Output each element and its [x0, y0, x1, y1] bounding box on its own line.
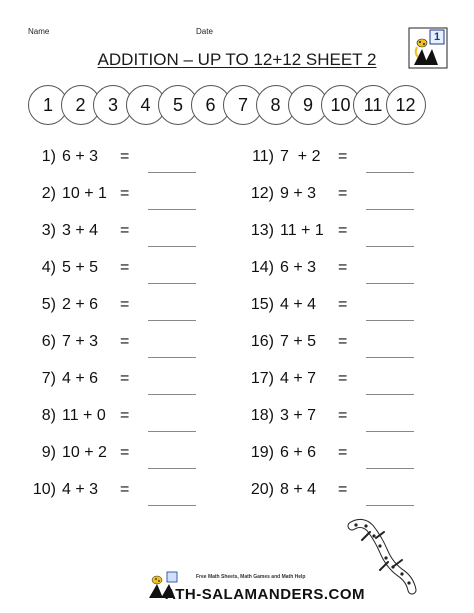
- problem-expression: 11 + 0: [62, 407, 106, 424]
- equals-sign: =: [338, 185, 348, 202]
- equals-sign: =: [120, 296, 130, 313]
- problem-row: [240, 296, 440, 333]
- problem-expression: 4 + 4: [280, 296, 317, 313]
- footer-brand: ATH-SALAMANDERS.COM: [165, 586, 366, 603]
- problem-number: 6): [41, 333, 56, 350]
- number-circle: 6: [191, 85, 231, 125]
- salamander-illustration: [344, 516, 418, 596]
- answer-line[interactable]: [366, 320, 414, 321]
- problem-row: [22, 407, 222, 444]
- number-circle: 10: [321, 85, 361, 125]
- equals-sign: =: [338, 259, 348, 276]
- number-circle: 11: [353, 85, 393, 125]
- problem-row: [22, 222, 222, 259]
- problem-expression: 7 + 2: [280, 148, 321, 165]
- number-circle: 5: [158, 85, 198, 125]
- problem-expression: 11 + 1: [280, 222, 324, 239]
- equals-sign: =: [120, 481, 130, 498]
- badge-number: 1: [433, 31, 441, 43]
- equals-sign: =: [120, 148, 130, 165]
- answer-line[interactable]: [148, 431, 196, 432]
- problem-row: [22, 333, 222, 370]
- equals-sign: =: [120, 185, 130, 202]
- problem-expression: 5 + 5: [62, 259, 99, 276]
- problem-expression: 9 + 3: [280, 185, 317, 202]
- problem-number: 3): [41, 222, 56, 239]
- equals-sign: =: [120, 222, 130, 239]
- problem-number: 8): [41, 407, 56, 424]
- problem-row: [240, 333, 440, 370]
- answer-line[interactable]: [148, 357, 196, 358]
- equals-sign: =: [338, 296, 348, 313]
- problem-number: 11): [252, 148, 274, 165]
- answer-line[interactable]: [366, 246, 414, 247]
- problem-row: [240, 222, 440, 259]
- problem-expression: 7 + 3: [62, 333, 99, 350]
- problem-expression: 4 + 7: [280, 370, 317, 387]
- answer-line[interactable]: [366, 209, 414, 210]
- problem-number: 12): [250, 185, 274, 202]
- problem-number: 18): [250, 407, 274, 424]
- number-circle: 2: [61, 85, 101, 125]
- equals-sign: =: [338, 444, 348, 461]
- problem-number: 7): [41, 370, 56, 387]
- equals-sign: =: [338, 481, 348, 498]
- problem-expression: 4 + 3: [62, 481, 99, 498]
- problem-expression: 3 + 7: [280, 407, 317, 424]
- answer-line[interactable]: [366, 357, 414, 358]
- equals-sign: =: [338, 148, 348, 165]
- problem-number: 14): [250, 259, 274, 276]
- problem-expression: 3 + 4: [62, 222, 99, 239]
- problem-expression: 7 + 5: [280, 333, 317, 350]
- problem-expression: 4 + 6: [62, 370, 99, 387]
- answer-line[interactable]: [366, 172, 414, 173]
- number-circle: 8: [256, 85, 296, 125]
- problems-right-column: [240, 148, 440, 518]
- number-circle: 1: [28, 85, 68, 125]
- date-label: Date: [196, 27, 213, 36]
- problem-row: [240, 259, 440, 296]
- problem-row: [22, 370, 222, 407]
- answer-line[interactable]: [366, 431, 414, 432]
- problem-row: [240, 407, 440, 444]
- problem-expression: 2 + 6: [62, 296, 99, 313]
- answer-line[interactable]: [148, 246, 196, 247]
- number-circle: 3: [93, 85, 133, 125]
- answer-line[interactable]: [366, 394, 414, 395]
- answer-line[interactable]: [148, 505, 196, 506]
- answer-line[interactable]: [366, 468, 414, 469]
- problem-row: [22, 185, 222, 222]
- problem-number: 1): [41, 148, 56, 165]
- answer-line[interactable]: [148, 394, 196, 395]
- problems-left-column: [22, 148, 222, 518]
- number-circle: 12: [386, 85, 426, 125]
- equals-sign: =: [338, 407, 348, 424]
- answer-line[interactable]: [366, 283, 414, 284]
- problem-row: [22, 148, 222, 185]
- problem-number: 9): [41, 444, 56, 461]
- problem-row: [240, 481, 440, 518]
- answer-line[interactable]: [148, 468, 196, 469]
- number-line: [28, 85, 448, 127]
- problem-row: [240, 444, 440, 481]
- problem-number: 10): [32, 481, 56, 498]
- problem-row: [22, 481, 222, 518]
- problem-expression: 10 + 1: [62, 185, 107, 202]
- number-circle: 4: [126, 85, 166, 125]
- problem-row: [22, 444, 222, 481]
- equals-sign: =: [120, 370, 130, 387]
- answer-line[interactable]: [148, 172, 196, 173]
- footer-tagline: Free Math Sheets, Math Games and Math Help: [196, 574, 306, 580]
- answer-line[interactable]: [148, 320, 196, 321]
- problem-number: 5): [41, 296, 56, 313]
- equals-sign: =: [120, 444, 130, 461]
- problem-row: [22, 259, 222, 296]
- problem-expression: 6 + 3: [280, 259, 317, 276]
- problem-expression: 10 + 2: [62, 444, 107, 461]
- problem-number: 20): [250, 481, 274, 498]
- equals-sign: =: [120, 259, 130, 276]
- problem-row: [240, 148, 440, 185]
- equals-sign: =: [338, 370, 348, 387]
- answer-line[interactable]: [366, 505, 414, 506]
- answer-line[interactable]: [148, 209, 196, 210]
- problem-expression: 8 + 4: [280, 481, 317, 498]
- problem-expression: 6 + 6: [280, 444, 317, 461]
- problem-number: 17): [250, 370, 274, 387]
- problem-number: 4): [41, 259, 56, 276]
- problem-expression: 6 + 3: [62, 148, 99, 165]
- number-circle: 7: [223, 85, 263, 125]
- problem-number: 15): [250, 296, 274, 313]
- problem-number: 16): [250, 333, 274, 350]
- equals-sign: =: [120, 407, 130, 424]
- number-circle: 9: [288, 85, 328, 125]
- equals-sign: =: [338, 333, 348, 350]
- problem-row: [240, 185, 440, 222]
- equals-sign: =: [120, 333, 130, 350]
- sheet-title: ADDITION – UP TO 12+12 SHEET 2: [97, 50, 377, 69]
- problem-number: 13): [250, 222, 274, 239]
- name-label: Name: [28, 27, 50, 36]
- problem-number: 2): [41, 185, 56, 202]
- equals-sign: =: [338, 222, 348, 239]
- problem-number: 19): [250, 444, 274, 461]
- answer-line[interactable]: [148, 283, 196, 284]
- problem-row: [22, 296, 222, 333]
- problem-row: [240, 370, 440, 407]
